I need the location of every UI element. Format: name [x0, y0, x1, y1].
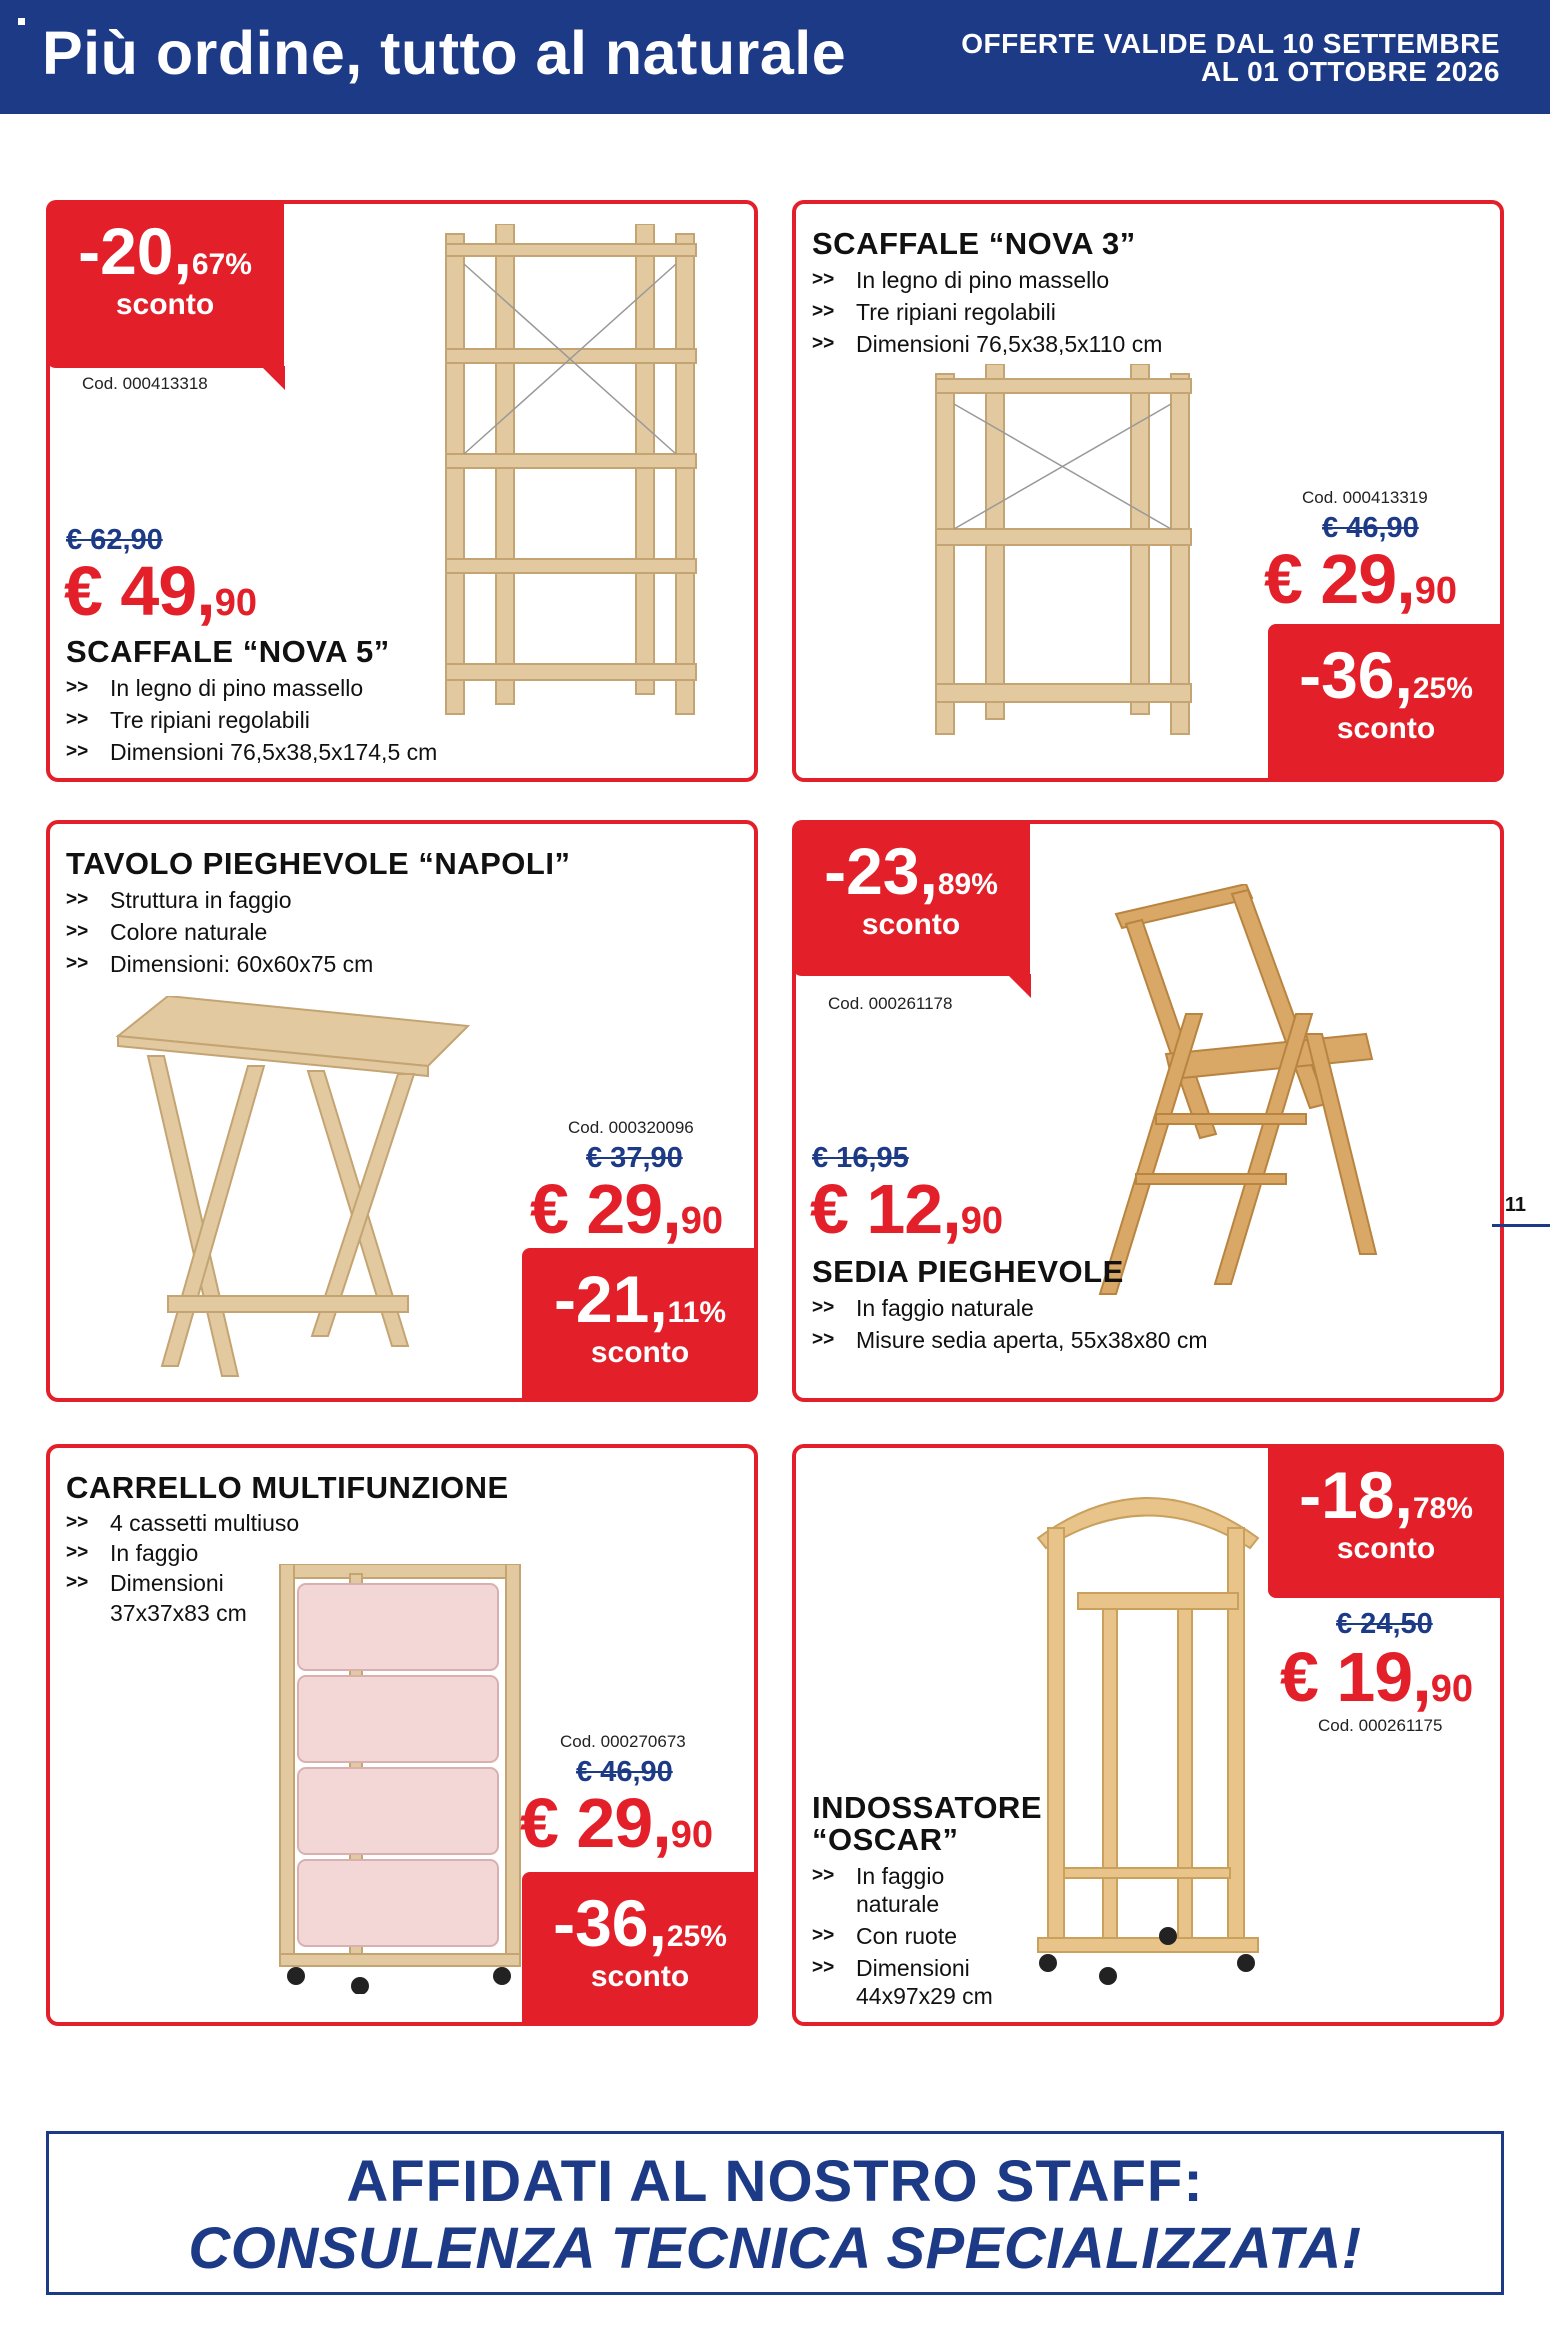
discount-decimal: 67%	[191, 248, 252, 281]
price-main: € 29,	[530, 1170, 681, 1248]
discount-integer: -18,	[1299, 1458, 1413, 1532]
product-card-nova5[interactable]	[46, 200, 758, 782]
header-mark	[18, 18, 25, 25]
discount-badge	[1268, 624, 1504, 782]
discount-integer: -20,	[78, 214, 192, 288]
feature-item: >> In faggio naturale	[812, 1292, 1372, 1324]
price-decimal: 90	[214, 582, 257, 624]
product-code: Cod. 000270673	[560, 1732, 686, 1751]
footer-line2: CONSULENZA TECNICA SPECIALIZZATA!	[188, 2216, 1362, 2281]
feature-item: >> Con ruote	[812, 1922, 1012, 1950]
discount-integer: -23,	[824, 834, 938, 908]
old-price: € 46,90	[576, 1756, 673, 1788]
sale-price	[810, 1170, 1003, 1248]
price-main: € 19,	[1280, 1638, 1431, 1716]
feature-item: >> Tre ripiani regolabili	[66, 704, 626, 736]
feature-list	[812, 1292, 1372, 1356]
folding-table-illustration	[108, 996, 478, 1396]
sale-price	[1280, 1638, 1473, 1716]
product-card-carrello[interactable]	[46, 1444, 758, 2026]
feature-list	[66, 672, 626, 768]
sale-price	[520, 1784, 713, 1862]
page-number: 11	[1504, 1194, 1526, 1216]
product-card-indossatore-oscar[interactable]	[792, 1444, 1504, 2026]
product-title: SEDIA PIEGHEVOLE	[812, 1254, 1124, 1289]
feature-item: >> Dimensioni 44x97x29 cm	[812, 1954, 1012, 2010]
product-title: TAVOLO PIEGHEVOLE “NAPOLI”	[66, 846, 571, 881]
price-decimal: 90	[680, 1200, 723, 1242]
page-title: Più ordine, tutto al naturale	[42, 19, 847, 87]
discount-percent	[522, 1262, 758, 1336]
discount-percent	[1268, 638, 1504, 712]
price-main: € 29,	[520, 1784, 671, 1862]
discount-label: sconto	[590, 1336, 690, 1369]
page-header	[0, 0, 1550, 114]
feature-item: >> Dimensioni: 60x60x75 cm	[66, 948, 566, 980]
price-main: € 12,	[810, 1170, 961, 1248]
feature-item: >> Tre ripiani regolabili	[812, 296, 1312, 328]
product-title-line1: INDOSSATORE	[812, 1790, 1042, 1825]
discount-decimal: 25%	[1412, 672, 1473, 705]
product-title-line2: “OSCAR”	[812, 1822, 959, 1857]
product-code: Cod. 000261175	[1318, 1716, 1443, 1735]
drawer-cart-illustration	[270, 1564, 530, 1994]
old-price: € 62,90	[66, 524, 163, 556]
feature-item: >> In legno di pino massello	[66, 672, 626, 704]
feature-item: >> In legno di pino massello	[812, 264, 1312, 296]
product-title: SCAFFALE “NOVA 3”	[812, 226, 1136, 261]
price-main: € 49,	[64, 552, 215, 630]
page-number-underline	[1492, 1224, 1550, 1227]
product-code: Cod. 000413319	[1302, 488, 1428, 507]
feature-item: >> In faggio naturale	[812, 1862, 1012, 1918]
product-code: Cod. 000261178	[828, 994, 953, 1013]
discount-label: sconto	[115, 288, 215, 321]
discount-percent	[522, 1886, 758, 1960]
feature-list	[812, 264, 1312, 360]
product-code: Cod. 000413318	[82, 374, 208, 393]
feature-item: >> Dimensioni 76,5x38,5x110 cm	[812, 328, 1312, 360]
price-decimal: 90	[1430, 1668, 1473, 1710]
feature-list	[812, 1862, 1012, 2010]
discount-percent	[1268, 1458, 1504, 1532]
discount-percent	[46, 214, 284, 288]
offer-validity-line1: OFFERTE VALIDE DAL 10 SETTEMBRE	[961, 28, 1500, 59]
feature-item: >> Dimensioni 37x37x83 cm	[66, 1568, 306, 1628]
product-card-sedia-pieghevole[interactable]	[792, 820, 1504, 1402]
sale-price	[64, 552, 257, 630]
feature-list	[66, 884, 566, 980]
feature-item: >> 4 cassetti multiuso	[66, 1508, 306, 1538]
feature-item: >> Misure sedia aperta, 55x38x80 cm	[812, 1324, 1372, 1356]
discount-integer: -36,	[553, 1886, 667, 1960]
sale-price	[530, 1170, 723, 1248]
old-price: € 46,90	[1322, 512, 1419, 544]
offer-validity-line2: AL 01 OTTOBRE 2026	[1201, 56, 1500, 87]
product-code: Cod. 000320096	[568, 1118, 694, 1137]
discount-badge	[522, 1872, 758, 2026]
old-price: € 37,90	[586, 1142, 683, 1174]
discount-integer: -21,	[553, 1262, 668, 1336]
price-decimal: 90	[960, 1200, 1003, 1242]
discount-badge	[792, 820, 1030, 976]
valet-stand-illustration	[1028, 1468, 1278, 1988]
discount-badge	[46, 200, 284, 368]
discount-decimal: 11%	[667, 1296, 727, 1329]
shelf-5-illustration	[436, 224, 736, 724]
discount-label: sconto	[1336, 1532, 1436, 1565]
price-decimal: 90	[1414, 570, 1457, 612]
feature-item: >> Struttura in faggio	[66, 884, 566, 916]
feature-item: >> In faggio	[66, 1538, 306, 1568]
product-card-tavolo-napoli[interactable]	[46, 820, 758, 1402]
discount-percent	[792, 834, 1030, 908]
feature-item: >> Dimensioni 76,5x38,5x174,5 cm	[66, 736, 626, 768]
discount-label: sconto	[590, 1960, 690, 1993]
discount-label: sconto	[861, 908, 961, 941]
discount-integer: -36,	[1299, 638, 1413, 712]
product-title: SCAFFALE “NOVA 5”	[66, 634, 390, 669]
offer-validity	[961, 30, 1500, 86]
feature-item: >> Colore naturale	[66, 916, 566, 948]
discount-decimal: 89%	[937, 868, 998, 901]
sale-price	[1264, 540, 1457, 618]
shelf-3-illustration	[926, 364, 1216, 744]
old-price: € 24,50	[1336, 1608, 1433, 1640]
folding-chair-illustration	[1096, 884, 1396, 1304]
discount-decimal: 78%	[1412, 1492, 1473, 1525]
product-title	[812, 1792, 1042, 1856]
footer-line1: AFFIDATI AL NOSTRO STAFF:	[346, 2149, 1204, 2214]
price-decimal: 90	[670, 1814, 713, 1856]
product-card-nova3[interactable]	[792, 200, 1504, 782]
discount-badge	[522, 1248, 758, 1402]
discount-label: sconto	[1336, 712, 1436, 745]
price-main: € 29,	[1264, 540, 1415, 618]
old-price: € 16,95	[812, 1142, 909, 1174]
discount-decimal: 25%	[666, 1920, 727, 1953]
discount-badge	[1268, 1444, 1504, 1598]
footer-banner	[46, 2131, 1504, 2295]
product-title: CARRELLO MULTIFUNZIONE	[66, 1470, 509, 1505]
